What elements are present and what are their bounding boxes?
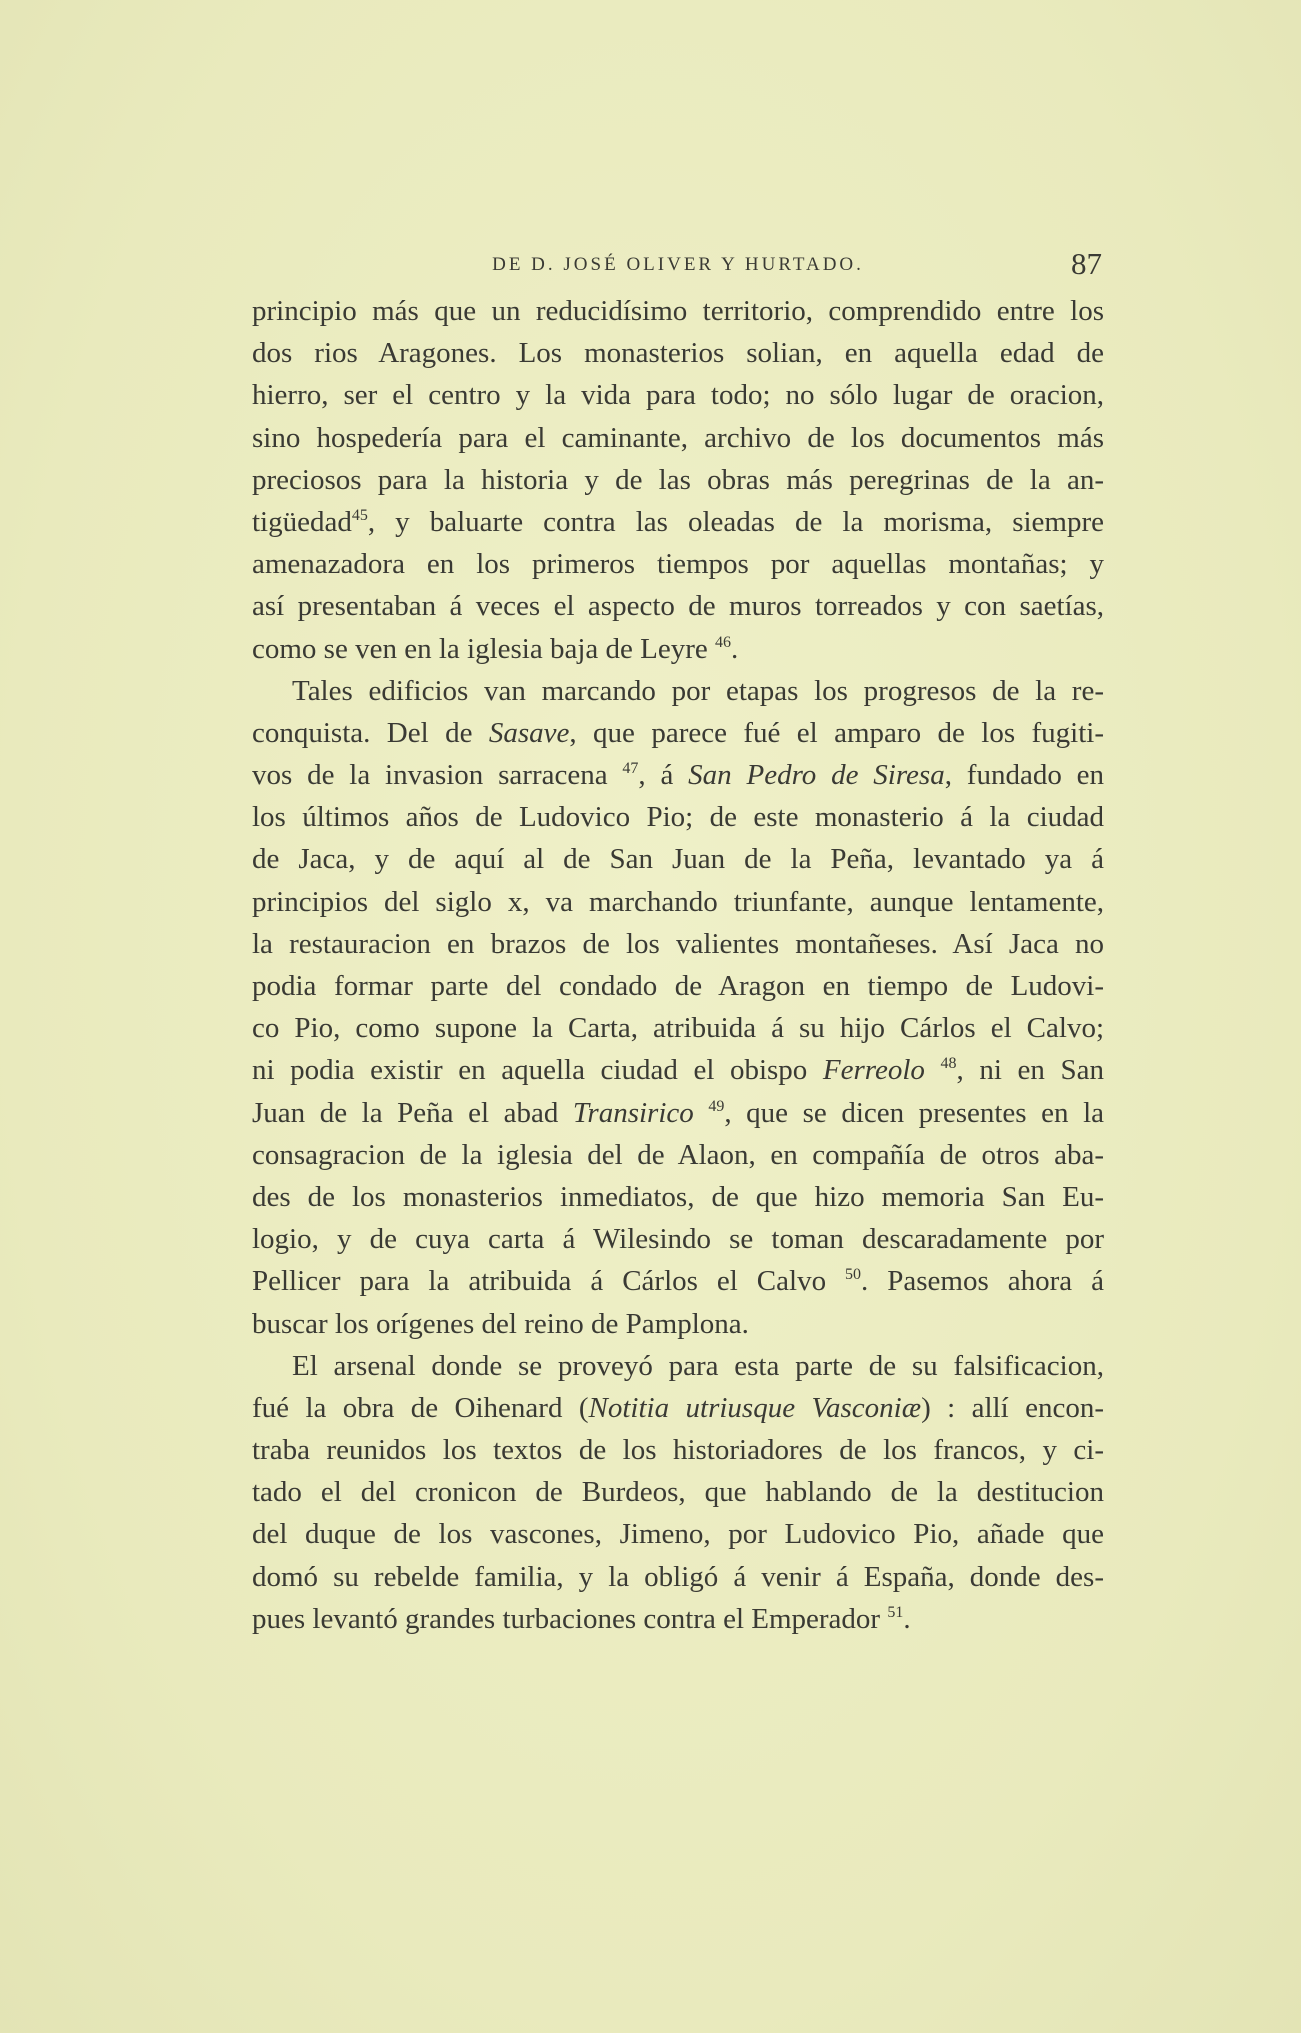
text-run: ) : allí encon- [921,1391,1104,1424]
text-line [252,1513,1104,1555]
text-run: Tales edificios van marcando por etapas los progresos de la re- [292,674,1104,707]
text-run: ni podia existir en aquella ciudad el obispo [252,1054,823,1087]
text-line [252,965,1104,1007]
text-run: como se ven en la iglesia baja de Leyre [252,632,715,665]
text-line [252,501,1104,543]
text-line [252,585,1104,627]
text-run: conquista. Del de [252,716,489,749]
text-line [252,838,1104,880]
text-run: Pellicer para la atribuida á Cárlos el Calvo [252,1265,846,1298]
text-run: consagracion de la iglesia del de Alaon, en compañía de otros aba- [252,1138,1104,1171]
text-run: dos rios Aragones. Los monasterios solian, en aquella edad de [252,337,1104,370]
text-run: domó su rebelde familia, y la obligó á venir á España, donde des- [252,1560,1104,1593]
text-line [252,1429,1104,1471]
text-run: . [903,1602,911,1635]
text-line [252,459,1104,501]
text-line [252,1049,1104,1091]
text-line [252,1598,1104,1640]
text-line [252,1176,1104,1218]
text-run: sino hospedería para el caminante, archivo de los documentos más [252,421,1104,454]
text-line [252,1387,1104,1429]
text-run: , que parece fué el amparo de los fugiti- [569,716,1104,749]
text-run: de Jaca, y de aquí al de San Juan de la Peña, levantado ya á [252,843,1104,876]
text-run: tigüedad [252,505,352,538]
text-run [925,1054,941,1086]
italic-text: Notitia utriusque Vasconiæ [588,1391,922,1424]
text-run: vos de la invasion sarracena [252,759,623,792]
footnote-ref: 45 [351,506,368,524]
text-run: preciosos para la historia y de las obras más peregrinas de la an- [252,463,1104,496]
text-run: los últimos años de Ludovico Pio; de este monasterio á la ciudad [252,801,1104,834]
text-run: así presentaban á veces el aspecto de muros torreados y con saetías, [252,590,1104,623]
page-number: 87 [1071,246,1102,281]
text-run: . [731,632,739,665]
text-run: . Pasemos ahora á [861,1265,1104,1298]
text-line [252,923,1104,965]
italic-text: San Pedro de Siresa [688,759,945,792]
text-run: Juan de la Peña el abad [252,1096,573,1129]
text-line [252,712,1104,754]
text-run: principio más que un reducidísimo territorio, comprendido entre los [252,295,1104,327]
text-line [252,881,1104,923]
text-run: buscar los orígenes del reino de Pamplona. [252,1307,749,1340]
text-line [252,1092,1104,1134]
footnote-ref: 50 [845,1266,862,1284]
footnote-ref: 49 [708,1097,725,1115]
italic-text: Transirico [572,1096,694,1129]
text-line [252,1303,1104,1345]
text-line [252,1345,1104,1387]
running-head: DE D. JOSÉ OLIVER Y HURTADO. [492,254,864,275]
page-header [252,246,1104,286]
text-run: podia formar parte del condado de Aragon en tiempo de Ludovi- [252,970,1104,1002]
text-line [252,1007,1104,1049]
text-line [252,543,1104,585]
text-line [252,670,1104,712]
text-run: , á [638,759,689,792]
text-run: , que se dicen presentes en la [724,1096,1104,1129]
text-line [252,1134,1104,1176]
text-line [252,796,1104,838]
text-run: des de los monasterios inmediatos, de que hizo memoria San Eu- [252,1180,1104,1213]
footnote-ref: 46 [715,633,731,651]
text-run: amenazadora en los primeros tiempos por aquellas montañas; y [252,548,1104,581]
text-run: tado el del cronicon de Burdeos, que hablando de la destitucion [252,1476,1104,1509]
text-run: , ni en San [956,1054,1104,1087]
text-run: , y baluarte contra las oleadas de la morisma, siempre [367,505,1104,538]
text-run: El arsenal donde se proveyó para esta parte de su falsificacion, [292,1349,1104,1382]
text-run: logio, y de cuya carta á Wilesindo se toman descaradamente por [252,1223,1104,1256]
text-run: fué la obra de Oihenard ( [252,1391,589,1424]
body-text [252,290,1104,1640]
text-line [252,754,1104,796]
text-run: la restauracion en brazos de los valientes montañeses. Así Jaca no [252,927,1104,960]
text-line [252,1260,1104,1302]
text-run: , fundado en [944,759,1104,792]
text-run [694,1097,709,1129]
footnote-ref: 48 [940,1055,957,1073]
text-line [252,1556,1104,1598]
italic-text: Ferreolo [822,1054,925,1087]
text-line [252,628,1104,670]
footnote-ref: 51 [887,1603,904,1621]
text-line [252,374,1104,416]
text-line [252,1471,1104,1513]
text-run: hierro, ser el centro y la vida para todo; no sólo lugar de oracion, [252,379,1104,412]
text-line [252,332,1104,374]
text-run: principios del siglo x, va marchando triunfante, aunque lentamente, [252,885,1104,918]
text-line [252,417,1104,459]
italic-text: Sasave [488,716,570,749]
text-line [252,1218,1104,1260]
footnote-ref: 47 [622,760,639,778]
text-run: pues levantó grandes turbaciones contra el Emperador [252,1602,888,1635]
text-run: del duque de los vascones, Jimeno, por Ludovico Pio, añade que [252,1518,1104,1551]
text-line [252,290,1104,332]
text-run: co Pio, como supone la Carta, atribuida á su hijo Cárlos el Calvo; [252,1012,1104,1045]
text-run: traba reunidos los textos de los historiadores de los francos, y ci- [252,1434,1104,1467]
